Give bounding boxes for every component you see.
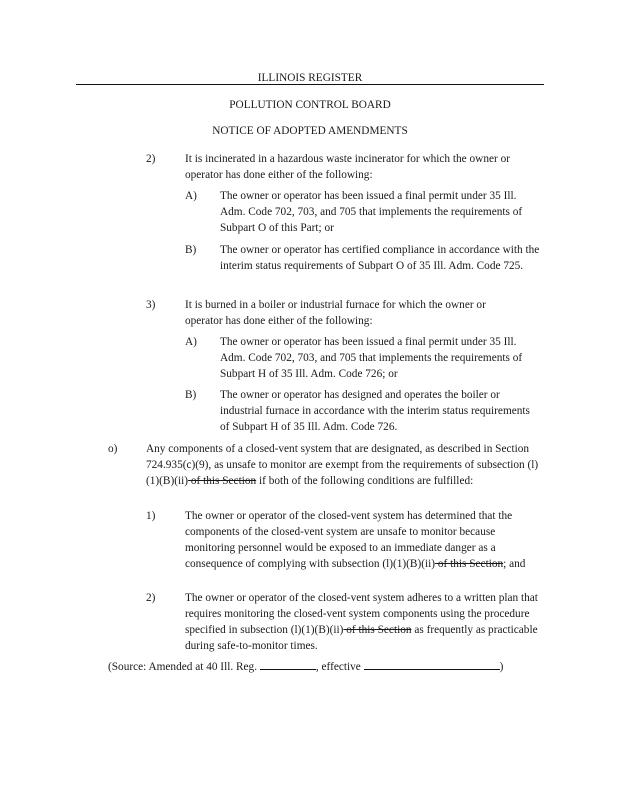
item-3b-label: B) [185, 389, 197, 401]
item-3a-label: A) [185, 336, 197, 348]
register-title: ILLINOIS REGISTER [257, 72, 363, 84]
struck-text: of this Section [188, 475, 257, 487]
struck-text: of this Section [435, 558, 504, 570]
source-note: (Source: Amended at 40 Ill. Reg. , effective ) [108, 658, 503, 675]
item-2-label: 2) [146, 153, 156, 165]
item-2-text: It is incinerated in a hazardous waste incinerator for which the owner or operator has done either of the following: [185, 153, 510, 181]
item-3-text: It is burned in a boiler or industrial furnace for which the owner or operator has done either of the following: [185, 299, 486, 327]
item-2b-label: B) [185, 244, 197, 256]
agency-title: POLLUTION CONTROL BOARD [229, 99, 391, 111]
item-o2-text: The owner or operator of the closed-vent system adheres to a written plan that requires monitoring the closed-vent system components using the procedure specified in subsection (l)(1)(B)(ii) of this Section as frequently as practicable during safe-to-monitor times. [185, 592, 538, 652]
item-o-text: Any components of a closed-vent system that are designated, as described in Section 724.935(c)(9), as unsafe to monitor are exempt from the requirements of subsection (l)(1)(B)(ii) of this Section if both of the following conditions are fulfilled: [146, 443, 539, 487]
item-2a-label: A) [185, 190, 197, 202]
item-2a-text: The owner or operator has been issued a final permit under 35 Ill. Adm. Code 702, 703, and 705 that implements the requirements of Subpart O of this Part; or [220, 190, 523, 234]
notice-title: NOTICE OF ADOPTED AMENDMENTS [212, 125, 408, 137]
effective-blank [364, 658, 500, 670]
item-3b-text: The owner or operator has designed and operates the boiler or industrial furnace in accordance with the interim status requirements of Subpart H of 35 Ill. Adm. Code 726. [220, 389, 530, 433]
reg-blank [260, 658, 316, 670]
item-3a-text: The owner or operator has been issued a final permit under 35 Ill. Adm. Code 702, 703, and 705 that implements the requirements of Subpart H of 35 Ill. Adm. Code 726; or [220, 336, 523, 380]
item-o1-text: The owner or operator of the closed-vent system has determined that the components of the closed-vent system are unsafe to monitor because monitoring personnel would be exposed to an immediate danger as a consequence of complying with subsection (l)(1)(B)(ii) of this Section; and [185, 510, 526, 570]
item-o1-label: 1) [146, 510, 156, 522]
item-o2-label: 2) [146, 592, 156, 604]
item-3-label: 3) [146, 299, 156, 311]
struck-text: of this Section [343, 624, 412, 636]
item-2b-text: The owner or operator has certified compliance in accordance with the interim status requirements of Subpart O of 35 Ill. Adm. Code 725. [220, 244, 540, 272]
item-o-label: o) [108, 443, 118, 455]
